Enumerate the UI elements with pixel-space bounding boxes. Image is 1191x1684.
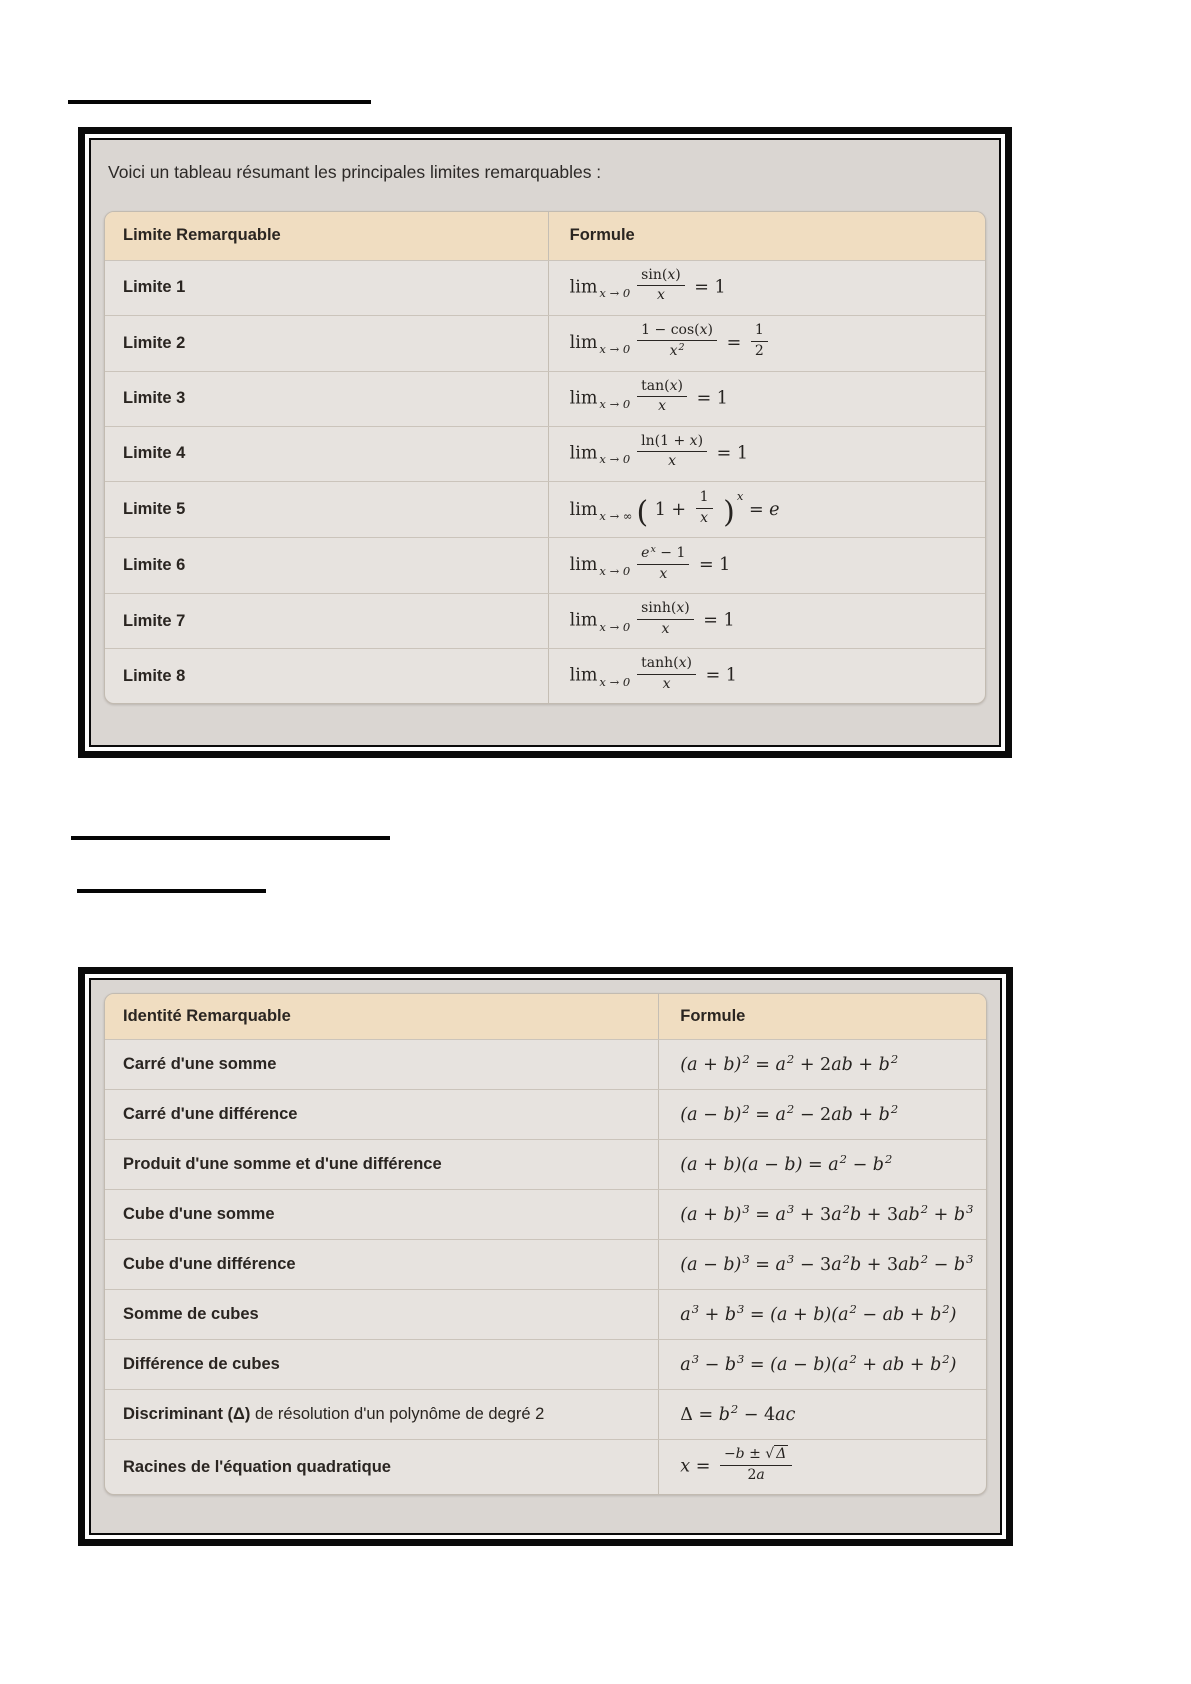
row-formula: $(a + b)(a - b) = a^2 - b^2$: [658, 1140, 986, 1189]
row-label: Somme de cubes: [123, 1305, 259, 1323]
row-label: Limite 7: [123, 611, 186, 630]
table-row: [105, 1139, 986, 1189]
row-label: Limite 2: [123, 333, 186, 352]
table-row: [105, 371, 985, 426]
column-header-formule: Formule: [658, 994, 986, 1039]
row-label: Produit d'une somme et d'une différence: [123, 1155, 442, 1173]
table-row: [105, 1339, 986, 1389]
row-label: Discriminant (Δ) de résolution d'un polynôme de degré 2: [123, 1405, 545, 1423]
row-formula: lim $_{x \to 0}$ $\frac{e^x - 1}{x}$ = 1: [548, 538, 985, 593]
redacted-heading-line: [71, 836, 390, 840]
identities-table: [104, 993, 987, 1495]
table-row: [105, 1089, 986, 1139]
row-formula: lim $_{x \to 0}$ $\frac{\tanh(x)}{x}$ = 1: [548, 649, 985, 703]
row-label: Différence de cubes: [123, 1355, 280, 1373]
limits-table-header-row: [105, 212, 985, 260]
table-row: [105, 1189, 986, 1239]
row-formula: $(a - b)^2 = a^2 - 2ab + b^2$: [658, 1090, 986, 1139]
row-formula: $a^3 - b^3 = (a - b)(a^2$ + ab + $b^2$): [658, 1340, 986, 1389]
row-formula: $\Delta = b^2 - 4ac$: [658, 1390, 986, 1439]
table-row: [105, 481, 985, 538]
column-header-identite-remarquable: Identité Remarquable: [123, 1007, 291, 1025]
row-formula: lim $_{x \to 0}$ $\frac{\ln(1 + x)}{x}$ = 1: [548, 427, 985, 481]
row-formula: lim $_{x \to 0}$ $\frac{\tan(x)}{x}$ = 1: [548, 372, 985, 426]
row-label: Carré d'une somme: [123, 1055, 277, 1073]
limits-panel-frame: [78, 127, 1012, 758]
column-header-formule: Formule: [548, 212, 985, 260]
identities-panel: [89, 978, 1002, 1535]
row-label: Cube d'une différence: [123, 1255, 296, 1273]
row-formula: lim $_{x \to 0}$ $\frac{\sin(x)}{x}$ = 1: [548, 261, 985, 315]
table-row: [105, 315, 985, 371]
table-row: [105, 537, 985, 593]
limits-intro-text: Voici un tableau résumant les principales limites remarquables :: [108, 162, 602, 182]
limits-panel: [89, 138, 1001, 747]
row-label: Limite 4: [123, 444, 186, 463]
table-row: [105, 1389, 986, 1439]
identities-table-body: [105, 1039, 986, 1494]
row-label: Limite 6: [123, 556, 186, 575]
row-formula: lim $_{x \to 0}$ $\frac{\sinh(x)}{x}$ = 1: [548, 594, 985, 648]
redacted-heading-line: [77, 889, 266, 893]
row-label: Limite 8: [123, 666, 186, 685]
row-formula: $(a + b)^2 = a^2 + 2ab + b^2$: [658, 1040, 986, 1089]
row-formula: x = $\frac{-b \pm √ \Delta}{2a}$: [658, 1440, 986, 1494]
limits-table: [104, 211, 986, 705]
row-formula: $(a - b)^3 = a^3 - 3a^2b + 3ab^2 - b^3$: [658, 1240, 986, 1289]
row-formula: lim $_{x \to \infty}$ ( 1 + $\frac{1}{x}$ ) $^x$ = e: [548, 482, 985, 538]
row-formula: lim $_{x \to 0}$ $\frac{1 - \cos(x)}{x^2}$ = $\frac{1}{2}$: [548, 316, 985, 371]
table-row: [105, 648, 985, 703]
table-row: [105, 426, 985, 481]
row-label: Cube d'une somme: [123, 1205, 275, 1223]
table-row: [105, 1239, 986, 1289]
row-label: Limite 1: [123, 278, 186, 297]
table-row: [105, 260, 985, 315]
row-label: Racines de l'équation quadratique: [123, 1457, 391, 1476]
table-row: [105, 1039, 986, 1089]
table-row: [105, 1289, 986, 1339]
table-row: [105, 1439, 986, 1494]
identities-panel-frame: [78, 967, 1013, 1546]
redacted-heading-line: [68, 100, 371, 104]
row-formula: $(a + b)^3 = a^3 + 3a^2b + 3ab^2 + b^3$: [658, 1190, 986, 1239]
column-header-limite-remarquable: Limite Remarquable: [123, 226, 281, 245]
identities-table-header-row: [105, 994, 986, 1039]
table-row: [105, 593, 985, 648]
row-label: Limite 3: [123, 389, 186, 408]
row-label: Carré d'une différence: [123, 1105, 298, 1123]
row-formula: $a^3 + b^3 = (a + b)(a^2$ − ab + $b^2$): [658, 1290, 986, 1339]
limits-table-body: [105, 260, 985, 704]
row-label: Limite 5: [123, 500, 186, 518]
